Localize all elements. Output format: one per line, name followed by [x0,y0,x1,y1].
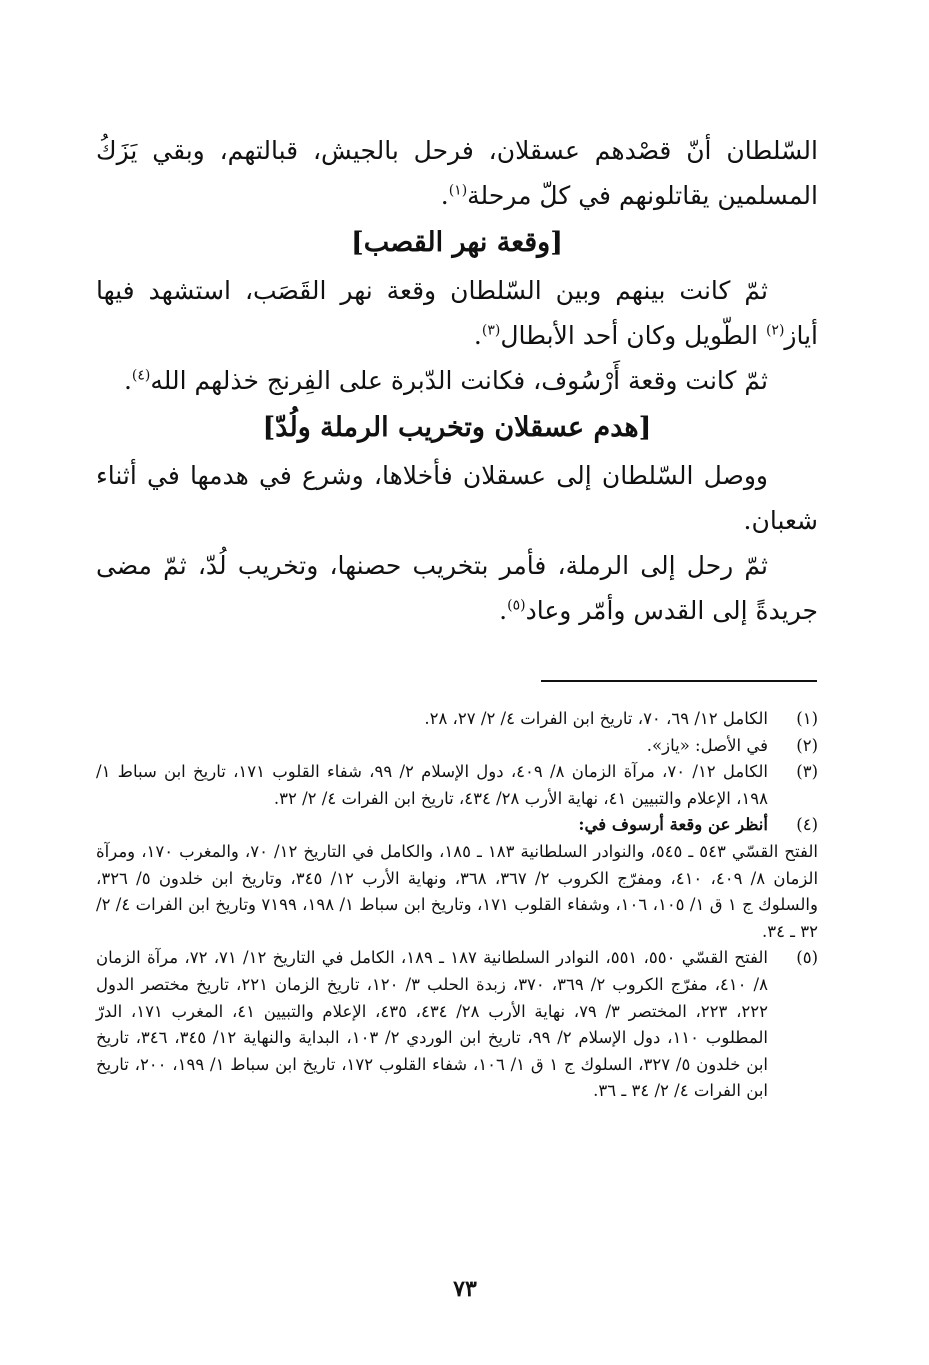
section-heading-1: [وقعة نهر القصب] [351,227,563,258]
period: . [473,321,482,350]
period: . [123,366,132,395]
paragraph-3-text: ثمّ كانت وقعة أَرْسُوف، فكانت الدّبرة على الفِرنج خذلهم الله [150,366,768,395]
paragraph-2-text: ثمّ كانت بينهم وبين السّلطان وقعة نهر القَصَب، استشهد فيها أياز [96,276,818,350]
footnote-text: الكامل ١٢/ ٦٩، ٧٠، تاريخ ابن الفرات ٤/ ٢/ ٢٧، ٢٨. [424,709,768,728]
footnote-2 [96,733,818,760]
paragraph-5-text: ثمّ رحل إلى الرملة، فأمر بتخريب حصنها، وتخريب لُدّ، ثمّ مضى جريدةً إلى القدس وأمّر وعاد [96,551,818,625]
footnote-number: (٣) [796,762,818,782]
footnote-text: الفتح القسّي ٥٥٠، ٥٥١، النوادر السلطانية ١٨٧ ـ ١٨٩، الكامل في التاريخ ١٢/ ٧١، ٧٢، مرآة الزمان ٨/ ٤١٠، مفرّج الكروب ٢/ ٣٦٩، ٣٧٠، زبدة الحلب ٣/ ١٢٠، تاريخ الزمان ٢٢١، تاريخ مختصر الدول ٢٢٢، ٢٢٣، المختصر ٣/ ٧٩، نهاية الأرب ٢٨/ ٤٣٤، ٤٣٥، الإعلام والتبيين ٤١، المغرب ١٧١، الدرّ المطلوب ١١٠، دول الإسلام ٢/ ٩٩، تاريخ ابن الوردي ٢/ ١٠٣، البداية والنهاية ١٢/ ٣٤٥، ٣٤٦، تاريخ ابن خلدون ٥/ ٣٢٧، السلوك ج ١ ق ١/ ١٠٦، شفاء القلوب ١٧٢، تاريخ ابن سباط ١/ ١٩٩، ٢٠٠، تاريخ ابن الفرات ٤/ ٢/ ٣٤ ـ ٣٦. [96,948,769,1101]
paragraph-2-text-cont: الطّويل وكان أحد الأبطال [500,321,766,350]
footnote-number: (١) [796,709,818,728]
paragraph-1-text: السّلطان أنّ قصْدهم عسقلان، فرحل بالجيش، قبالتهم، وبقي يَزَكُ المسلمين يقاتلونهم في كلّ مرحلة [96,136,818,210]
footnote-separator [541,680,817,682]
paragraph-3 [96,358,818,403]
paragraph-5 [96,543,818,633]
footnote-number: (٤) [796,815,818,835]
footnote-ref-4[interactable]: (٤) [131,367,151,384]
period: . [499,596,508,625]
footnotes [96,706,818,1105]
footnote-1 [96,706,818,733]
footnote-3 [96,759,818,812]
footnote-number: (٥) [796,948,818,968]
footnote-text: في الأصل: «ياز». [646,735,768,755]
paragraph-1 [96,128,818,218]
paragraph-2 [96,268,818,358]
footnote-4 [96,812,818,839]
page-number: ٧٣ [453,1276,477,1302]
footnote-number: (٢) [796,735,818,755]
footnote-ref-1[interactable]: (١) [448,182,468,199]
footnote-4-text: الفتح القسّي ٥٤٣ ـ ٥٤٥، والنوادر السلطانية ١٨٣ ـ ١٨٥، والكامل في التاريخ ١٢/ ٧٠، والمغرب ١٧٠، ومرآة الزمان ٨/ ٤٠٩، ٤١٠، ومفرّج الكروب ٢/ ٣٦٧، ٣٦٨، ونهاية الأرب ١٢/ ٣٤٥، وتاريخ ابن خلدون ٥/ ٣٢٦، والسلوك ج ١ ق ١/ ١٠٥، ١٠٦، وشفاء القلوب ١٧١، وتاريخ ابن سباط ١/ ١٩٨، ٧١٩٩ وتاريخ ابن الفرات ٤/ ٢/ ٣٢ ـ ٣٤. [96,841,819,941]
footnote-ref-2[interactable]: (٢) [765,322,785,339]
footnote-ref-5[interactable]: (٥) [507,597,526,614]
main-text [96,128,818,633]
period: . [440,181,449,210]
section-heading-2: [هدم عسقلان وتخريب الرملة ولُدّ] [262,412,652,443]
footnote-ref-3[interactable]: (٣) [481,322,501,339]
footnote-5 [96,945,818,1105]
footnote-lead: أنظر عن وقعة أرسوف في: [578,815,768,835]
footnote-text: الكامل ١٢/ ٧٠، مرآة الزمان ٨/ ٤٠٩، دول الإسلام ٢/ ٩٩، شفاء القلوب ١٧١، تاريخ ابن سباط ١/ ١٩٨، الإعلام والتبيين ٤١، نهاية الأرب ٢٨/ ٤٣٤، تاريخ ابن الفرات ٤/ ٢/ ٣٢. [96,762,769,808]
paragraph-4: ووصل السّلطان إلى عسقلان فأخلاها، وشرع في هدمها في أثناء شعبان. [96,461,818,535]
